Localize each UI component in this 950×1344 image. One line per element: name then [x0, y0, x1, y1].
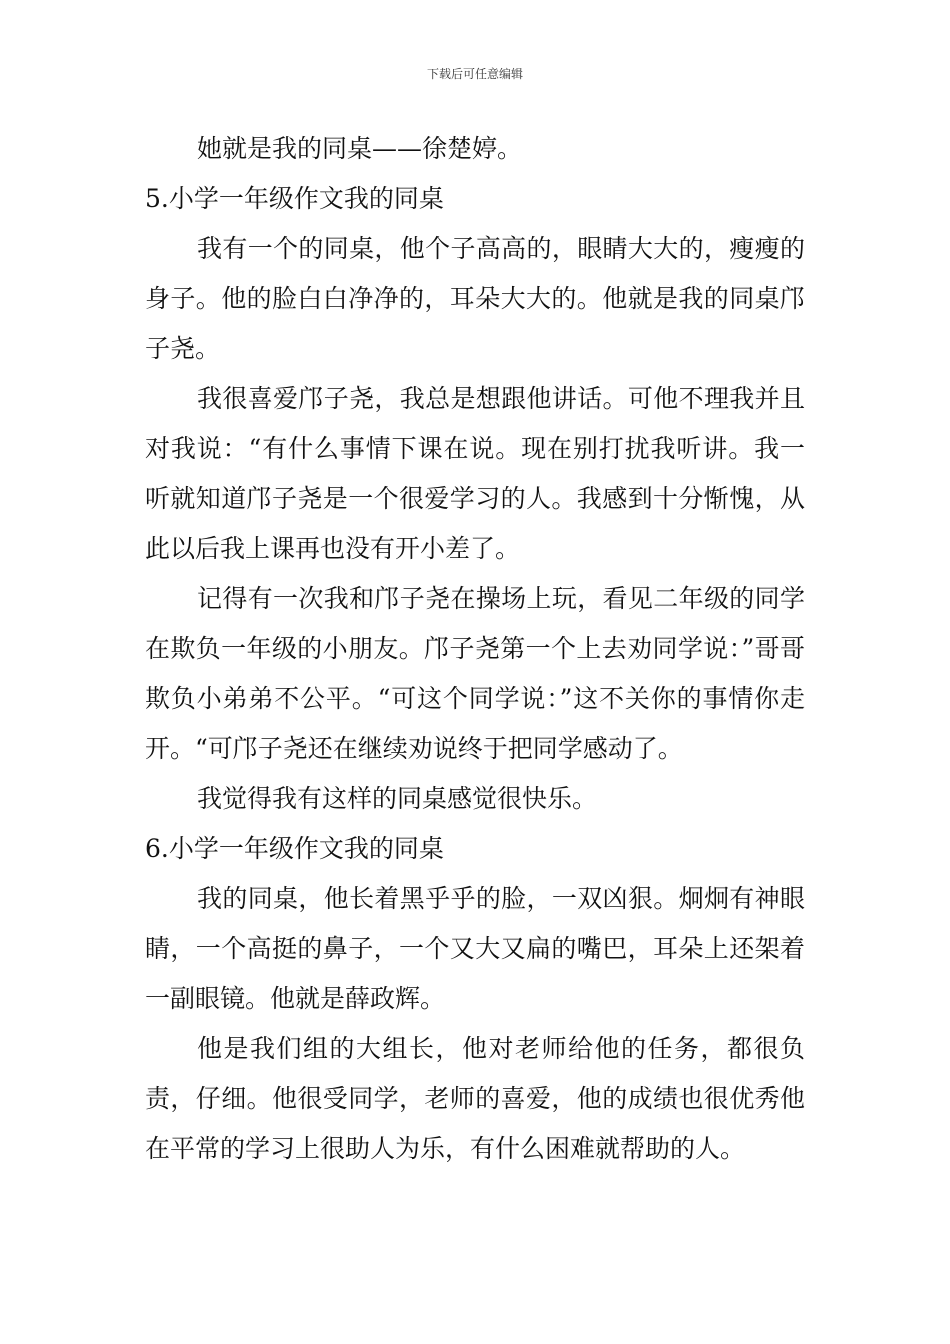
paragraph: 记得有一次我和邝子尧在操场上玩，看见二年级的同学在欺负一年级的小朋友。邝子尧第一个上去劝同学说：”哥哥欺负小弟弟不公平。“可这个同学说：”这不关你的事情你走开。“可邝子尧还在继续劝说终于把同学感动了。 [145, 584, 805, 763]
section-heading-6: 6.小学一年级作文我的同桌 [145, 834, 444, 863]
paragraph: 我觉得我有这样的同桌感觉很快乐。 [197, 784, 598, 813]
paragraph: 我有一个的同桌，他个子高高的，眼睛大大的，瘦瘦的身子。他的脸白白净净的，耳朵大大的。他就是我的同桌邝子尧。 [145, 234, 805, 363]
document-body [145, 124, 805, 1174]
paragraph: 他是我们组的大组长，他对老师给他的任务，都很负责，仔细。他很受同学，老师的喜爱，他的成绩也很优秀他在平常的学习上很助人为乐，有什么困难就帮助的人。 [145, 1034, 805, 1163]
section-heading-5: 5.小学一年级作文我的同桌 [145, 184, 444, 213]
page-header: 下载后可任意编辑 [426, 67, 523, 81]
paragraph: 我的同桌，他长着黑乎乎的脸，一双凶狠。炯炯有神眼睛，一个高挺的鼻子，一个又大又扁的嘴巴，耳朵上还架着一副眼镜。他就是薛政辉。 [145, 884, 805, 1013]
paragraph-closing-line: 她就是我的同桌——徐楚婷。 [197, 134, 523, 163]
paragraph: 我很喜爱邝子尧，我总是想跟他讲话。可他不理我并且对我说：“有什么事情下课在说。现在别打扰我听讲。我一听就知道邝子尧是一个很爱学习的人。我感到十分惭愧，从此以后我上课再也没有开小差了。 [145, 384, 805, 563]
